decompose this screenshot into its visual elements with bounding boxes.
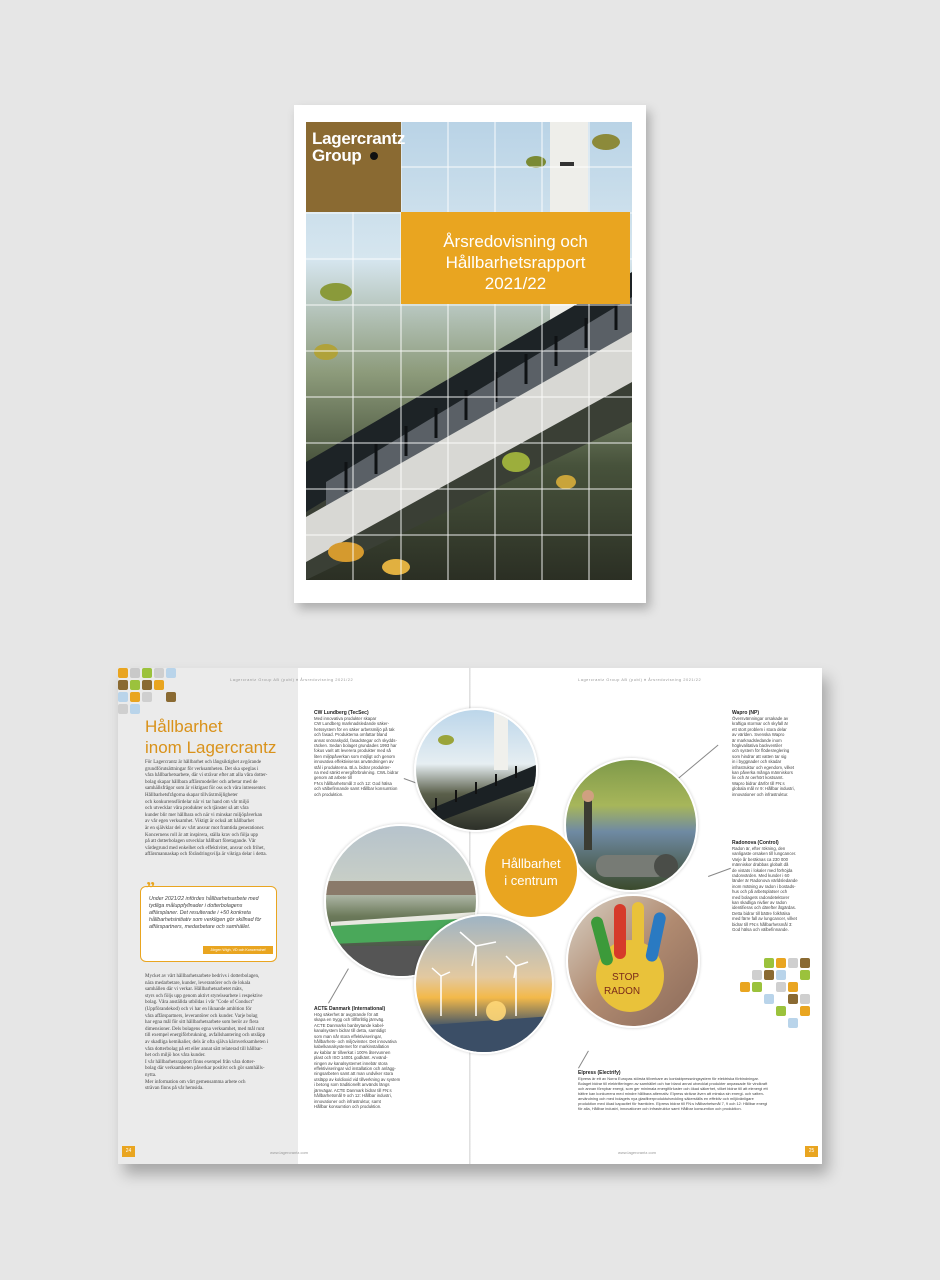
caption-line: hetssystem för en säker arbetsmiljö på tak xyxy=(314,726,395,732)
caption-line: innovativa effektiviseras användningen av xyxy=(314,759,394,765)
caption-line: innovationer och infrastruktur. xyxy=(732,791,789,797)
leader-line xyxy=(328,968,349,1003)
caption-line: med färre fall av lungcancer, vilket xyxy=(732,916,797,922)
intro-line: är en självklar del av vårt ansvar mot framtida generationer. xyxy=(145,825,265,831)
body-line: I vår hållbarhetsrapport finns exempel från våra dotter- xyxy=(145,1059,255,1065)
logo-dot-icon xyxy=(370,152,378,160)
cover-title-year: 2021/22 xyxy=(484,274,547,293)
caption-line: är marknadsledande inom xyxy=(732,737,782,743)
river-pipe-illustration xyxy=(566,760,696,890)
caption-line: stål i produkterna. Bl.a. bidrar produkter- xyxy=(314,764,391,770)
intro-line: på att dotterbolagen utvecklar hållbart företagande. Vår xyxy=(145,839,256,845)
photo-circle-stop-radon xyxy=(566,894,700,1028)
page-number-left: 24 xyxy=(122,1146,135,1157)
body-line: bolag där verksamheten påverkar positivt och gör samhälls- xyxy=(145,1066,265,1072)
intro-line: värdegrund med enkelhet och effektivitet, ansvar och frihet, xyxy=(145,845,265,851)
intro-line: och konkurrensfördelar när vi tar hand om vår miljö xyxy=(145,799,250,805)
intro-line: Hållbarhetsfrågorna skapar tillväxtmöjligheter xyxy=(145,792,238,798)
center-circle xyxy=(483,823,579,919)
quote-attribution: Jörgen Wigh, VD och Koncernchef xyxy=(203,946,273,954)
intro-line: För Lagercrantz är hållbarhet och långsiktighet avgörande xyxy=(145,760,262,765)
intro-line: samhällsfrågor som är viktigast för oss och våra intressenter. xyxy=(145,786,267,792)
caption-line: och fasad. Produkterna omfattar bland xyxy=(314,732,388,738)
caption-text-cw xyxy=(314,716,404,797)
caption-line: annat snöraskydd, fasadstegar och skydds- xyxy=(314,737,397,743)
cover-title-box xyxy=(401,212,630,304)
intro-line: Koncernens roll är att inspirera, ställa krav och följa upp xyxy=(145,832,259,838)
caption-line: produktion med ökad kapacitet för framtiden. Elpress bidrar till FN:s hållbarhetsmål 7, 9 och 12: Hållbar energi xyxy=(578,1101,768,1106)
body-line: het och miljö hos våra kunder. xyxy=(145,1053,206,1059)
report-cover xyxy=(294,105,646,603)
caption-line: fokus varit att leverera produkter med så xyxy=(314,748,391,754)
body-line: styrs och följs upp genom aktivt styrelsearbete i respektive xyxy=(145,993,263,999)
intro-line: och utvecklar våra produkter och tjänster så att våra xyxy=(145,806,249,812)
caption-line: Med innovativa produkter skapar xyxy=(314,716,377,721)
caption-line: Detta bidrar till bättre folkhälsa xyxy=(732,910,791,916)
cover-title-line-1: Årsredovisning och xyxy=(443,232,588,251)
caption-line: God hälsa och välbefinnande. xyxy=(732,927,789,933)
caption-line: användning och med bolagets nya glasfiberproduktutveckling säkerställs en effektiv och miljövänligare xyxy=(578,1096,754,1101)
intro-line: våra hållbarhetsarbete, där vi strävar efter att alla våra dotter- xyxy=(145,773,268,779)
caption-line: Radon är, efter rökning, den xyxy=(732,846,786,851)
body-line: nytta. xyxy=(145,1072,157,1078)
caption-line: kabelkanalsystemet för markinstallation xyxy=(314,1044,389,1050)
body-text xyxy=(145,974,285,1093)
caption-text-elpress xyxy=(578,1076,814,1111)
caption-line: hållbarhets- och miljövinster. Det innovativa xyxy=(314,1039,397,1045)
body-line: (Uppförandekod) och vi har en liknande ambition för xyxy=(145,1006,252,1012)
body-line: våra affärspartners, leverantörer och kunder. Varje bolag xyxy=(145,1013,258,1019)
center-text xyxy=(485,855,577,889)
caption-text-wapro xyxy=(732,716,816,797)
caption-line: som man når stora effektiviseringar, xyxy=(314,1033,382,1039)
caption-line: ningsarbeten samt att man undviker stora xyxy=(314,1071,394,1077)
caption-line: och produktion. xyxy=(314,791,344,797)
caption-title-cw: CW Lundberg (TecSec) xyxy=(314,710,369,716)
roof-railing-illustration xyxy=(416,710,536,830)
caption-line: Hög säkerhet är avgörande för att xyxy=(314,1012,379,1017)
caption-text-radonova xyxy=(732,846,816,933)
body-line: våra dotterbolag på ett eller annat sätt relaterad till hållbar- xyxy=(145,1046,263,1052)
caption-title-radonova: Radonova (Control) xyxy=(732,840,779,846)
body-line: har egna mål för sitt hållbarhetsarbete som berör av flera xyxy=(145,1020,259,1026)
caption-line: länder är Radonova världsledande xyxy=(732,878,798,884)
body-line: av skadliga kemikalier, dels är ofta själva kärnverksamheten i xyxy=(145,1039,269,1045)
caption-line: effektiviseringar vid installation och anlägg- xyxy=(314,1066,396,1072)
caption-line: infrastruktur och egendom, vilket xyxy=(732,764,795,770)
caption-line: liten miljöpåverkan som möjligt och genom xyxy=(314,753,395,759)
photo-circle-windmills xyxy=(414,914,554,1054)
radon-text: RADON xyxy=(604,986,641,997)
caption-line: och välbefinnande samt Hållbar konsumtion xyxy=(314,786,398,792)
caption-line: in i byggnader och skadar xyxy=(732,759,782,765)
caption-line: Elpress är ett av Norra Europas största tillverkare av kontaktpressningsystem för elektriska förbindningar. xyxy=(578,1076,759,1081)
body-line: bolag. Våra anställda utbildas i vår "Code of Conduct" xyxy=(145,1000,255,1006)
caption-line: bättre kan konkurrera med mindre hållbara alternativ. Elpress strävar även att minska sin energi- och vatten- xyxy=(578,1091,765,1096)
logo-line-1: Lagercrantz xyxy=(312,129,406,148)
caption-line: i betong som traditionellt används längs xyxy=(314,1082,390,1088)
intro-line: av vår egen verksamhet. Viktigt är också att hållbarhet xyxy=(145,819,254,825)
spread-title xyxy=(145,716,276,758)
caption-line: Översvämningar orsakade av xyxy=(732,716,789,721)
caption-line: utsläpp av koldioxid vid tillverkning av system xyxy=(314,1076,401,1082)
caption-line: bidrar till FN:s hållbarhetsmål 3: xyxy=(732,921,793,927)
report-spread xyxy=(118,668,822,1164)
caption-line: plast och ISO 14001 godkänt. Använd- xyxy=(314,1055,388,1061)
caption-title-wapro: Wapro (NP) xyxy=(732,710,760,716)
caption-line: CW Lundberg marknadsledande säker- xyxy=(314,721,389,727)
logo-line-2: Group xyxy=(312,146,362,165)
caption-line: kan skadliga nivåer av radon xyxy=(732,900,787,906)
center-line-1: Hållbarhet xyxy=(501,856,561,871)
leader-line xyxy=(578,1051,589,1069)
caption-line: innovationer och infrastruktur, samt xyxy=(314,1098,381,1104)
caption-text-acte xyxy=(314,1012,409,1109)
caption-line: globala mål nr 9: Hållbar industri, xyxy=(732,786,795,792)
body-line: Mer information om vårt gemensamma arbete och xyxy=(145,1079,246,1085)
quote-mark-icon: ” xyxy=(146,878,155,898)
caption-line: kraftiga stormar och skyfall är xyxy=(732,721,789,727)
caption-line: av världen. Svenska Wapro xyxy=(732,732,785,738)
company-logo xyxy=(306,122,406,212)
caption-line: Varje år beräknas ca 230 000 xyxy=(732,856,789,862)
caption-line: som hindrar att vatten tar sig xyxy=(732,753,787,759)
page-number-right: 25 xyxy=(805,1146,818,1157)
caption-line: FN:s hållbarhetsmål 3 och 12: God hälsa xyxy=(314,780,392,786)
intro-text xyxy=(145,760,285,859)
spread-title-line-2: inom Lagercrantz xyxy=(145,738,277,757)
wind-turbine-illustration xyxy=(416,916,552,1052)
caption-line: järnvägar. ACTE Danmark bidrar till FN:s xyxy=(314,1087,392,1093)
logo-text xyxy=(312,130,405,164)
caption-line: ACTE Danmarks banbrytande kabel- xyxy=(314,1022,385,1028)
caption-line: för alla, Hållbar industri, innovationer och infrastruktur samt Hållbar konsumtion och produktion. xyxy=(578,1106,742,1111)
caption-title-acte: ACTE Danmark (International) xyxy=(314,1006,386,1012)
caption-line: de vistats i lokaler med förhöjda xyxy=(732,867,793,873)
body-line: Mycket av vårt hållbarhetsarbete bedrivs i dotterbolagen, xyxy=(145,974,260,979)
header-left: Lagercrantz Group AB (publ) ♦ Årsredovisning 2021/22 xyxy=(230,677,354,682)
caption-line: och system för flödesreglering xyxy=(732,748,790,754)
intro-line: kunder blir mer hållbara och när vi minskar miljöpåverkan xyxy=(145,812,263,818)
stop-text: STOP xyxy=(612,972,640,983)
caption-line: radonvärden. Med kunder i 60 xyxy=(732,873,790,879)
caption-line: räcken. Sedan bolaget grundades 1993 har xyxy=(314,743,397,749)
body-line: dimensioner. Dels bolagens egna verksamhet, med mål runt xyxy=(145,1026,265,1032)
caption-line: högkvalitativa backventiler xyxy=(732,743,783,749)
caption-title-elpress: Elpress (Electrify) xyxy=(578,1070,621,1076)
caption-line: ningen av kanalsystemet innebär stora xyxy=(314,1060,388,1066)
photo-circle-railing xyxy=(414,708,538,832)
caption-line: Hållbar konsumtion och produktion. xyxy=(314,1103,382,1109)
footer-left: www.lagercrantz.com xyxy=(270,1150,309,1155)
caption-line: ett stort problem i stora delar xyxy=(732,726,787,732)
caption-line: hållbarhetsmål 9 och 12: Hållbar industri, xyxy=(314,1093,392,1099)
caption-line: liv och är oerhört kostsamt. xyxy=(732,775,784,781)
center-line-2: i centrum xyxy=(504,873,558,888)
spread-title-line-1: Hållbarhet xyxy=(145,717,223,736)
footer-right: www.lagercrantz.com xyxy=(618,1150,657,1155)
painted-hand-illustration xyxy=(568,896,698,1026)
body-line: till exempel energiförbrukning, avfallshantering och utsläpp xyxy=(145,1033,266,1039)
intro-line: grundförutsättningar för verksamheten. Det ska speglas i xyxy=(145,766,259,772)
quote-text: Under 2021/22 infördes hållbarhetsarbete med tydliga måluppfyllnader i dotterbolagens affärsplaner. Det resulterade i +50 konkreta hållbarhetsinitiativ som verkligen gör skillnad för affärspartners, medarbetare och samhället. xyxy=(149,896,262,930)
header-right: Lagercrantz Group AB (publ) ♦ Årsredovisning 2021/22 xyxy=(578,677,702,682)
caption-line: identifieras och därefter åtgärdas. xyxy=(732,905,797,911)
caption-line: och annan förnybar energi, som ger minimala energiförluster och ökad säkerhet, vilket bidrar till att elenergi ett xyxy=(578,1086,768,1091)
caption-line: kanalsystem bidrar till detta, samtidigt xyxy=(314,1028,386,1034)
caption-line: hus och på arbetsplatser och xyxy=(732,889,788,895)
leader-line xyxy=(708,868,731,877)
body-line: nära medarbetare, kunder, leverantörer och de lokala xyxy=(145,980,251,986)
leader-line xyxy=(678,745,718,779)
caption-line: vanligaste orsaken till lungcancer. xyxy=(732,851,797,857)
intro-line: affärsmannaskap och förändringsvilja är viktiga delar i detta. xyxy=(145,852,267,858)
caption-line: människor drabbas globalt då xyxy=(732,862,789,868)
body-line: samhällen där vi verkar. Hållbarhetsarbetet mäts, xyxy=(145,987,243,993)
caption-line: Wapro bidrar därför till FN:s xyxy=(732,780,785,786)
caption-line: med bolagets radondetektorer xyxy=(732,894,790,900)
caption-line: kan påverka många människors xyxy=(732,770,793,776)
caption-line: inom mätning av radon i bostads- xyxy=(732,883,796,889)
caption-line: av kablar är tillverkat i 100% återvunnen xyxy=(314,1049,391,1055)
caption-line: na med sänkt energiförbrukning. CWL bidrar genom att arbete till xyxy=(314,770,399,781)
caption-line: Bolaget bidrar till elektrifieringen av samhället och har bland annat utvecklat produkter anpassade för vindkraft xyxy=(578,1081,768,1086)
body-line: strävan finns på vår hemsida. xyxy=(145,1086,204,1092)
photo-circle-river xyxy=(564,758,698,892)
caption-line: skapa en trygg och tillförlitlig järnväg. xyxy=(314,1017,385,1023)
cover-title-line-2: Hållbarhetsrapport xyxy=(445,253,586,272)
intro-line: bolag skapar hållbara affärsmodeller och arbetar med de xyxy=(145,779,258,785)
